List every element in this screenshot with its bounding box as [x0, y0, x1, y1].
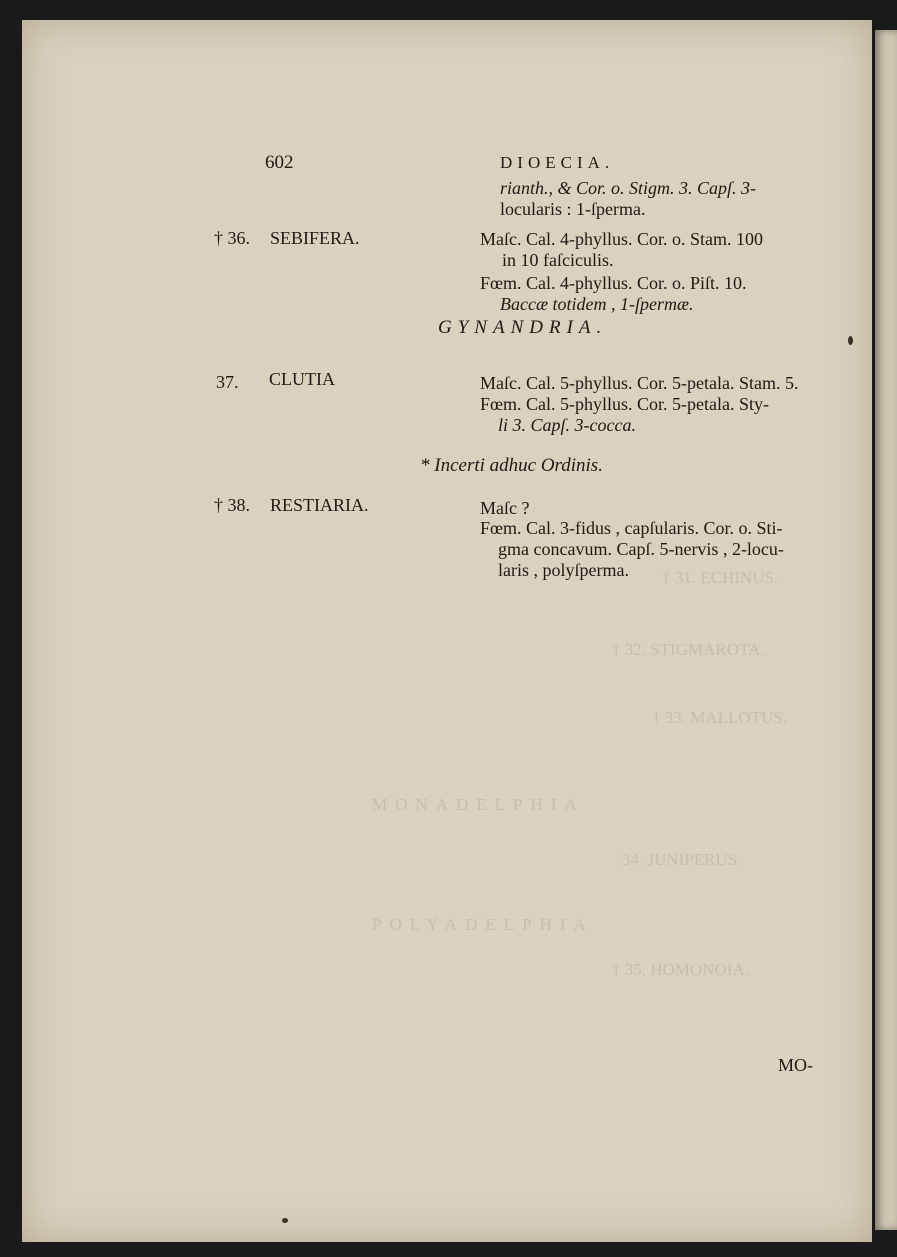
section-heading: * Incerti adhuc Ordinis. [420, 455, 603, 476]
entry-description-line: Fœm. Cal. 3-fidus , capſularis. Cor. o. Sti- [480, 518, 783, 538]
entry-description-line: gma concavum. Capſ. 5-nervis , 2-locu- [498, 539, 784, 559]
bleed-through-text: MONADELPHIA [372, 795, 585, 814]
bleed-through-text: † 33. MALLOTUS. [652, 708, 788, 727]
entry-description-line: Fœm. Cal. 4-phyllus. Cor. o. Piſt. 10. [480, 273, 747, 293]
page-number: 602 [265, 152, 294, 173]
genus-name: RESTIARIA. [270, 495, 369, 515]
section-heading: GYNANDRIA. [438, 317, 608, 338]
running-title: DIOECIA. [500, 153, 615, 172]
ink-speck [282, 1218, 288, 1223]
bleed-through-text: † 31. ECHINUS. [662, 568, 779, 587]
entry-description-line: Maſc ? [480, 498, 530, 518]
entry-description-line: Baccæ totidem , 1-ſpermæ. [500, 294, 694, 314]
adjacent-page-edge [875, 30, 897, 1230]
book-page [22, 20, 872, 1242]
entry-description-line: in 10 faſciculis. [502, 250, 614, 270]
entry-description-line: rianth., & Cor. o. Stigm. 3. Capſ. 3- [500, 178, 757, 198]
catchword: MO- [778, 1055, 813, 1075]
bleed-through-text: 34. JUNIPERUS. [622, 850, 742, 869]
entry-number: 37. [216, 372, 239, 392]
bleed-through-text: † 35. HOMONOIA. [612, 960, 749, 979]
entry-number: † 36. [214, 228, 250, 248]
genus-name: CLUTIA [269, 369, 335, 389]
entry-number: † 38. [214, 495, 250, 515]
genus-name: SEBIFERA. [270, 228, 360, 248]
ink-speck [848, 336, 853, 345]
bleed-through-text: POLYADELPHIA [372, 915, 594, 934]
entry-description-line: Maſc. Cal. 4-phyllus. Cor. o. Stam. 100 [480, 229, 763, 249]
bleed-through-text: † 32. STIGMAROTA. [612, 640, 765, 659]
entry-description-line: laris , polyſperma. [498, 560, 629, 580]
entry-description-line: Fœm. Cal. 5-phyllus. Cor. 5-petala. Sty- [480, 394, 769, 414]
entry-description-line: locularis : 1-ſperma. [500, 199, 646, 219]
entry-description-line: Maſc. Cal. 5-phyllus. Cor. 5-petala. Stam. 5. [480, 373, 799, 393]
entry-description-line: li 3. Capſ. 3-cocca. [498, 415, 636, 435]
